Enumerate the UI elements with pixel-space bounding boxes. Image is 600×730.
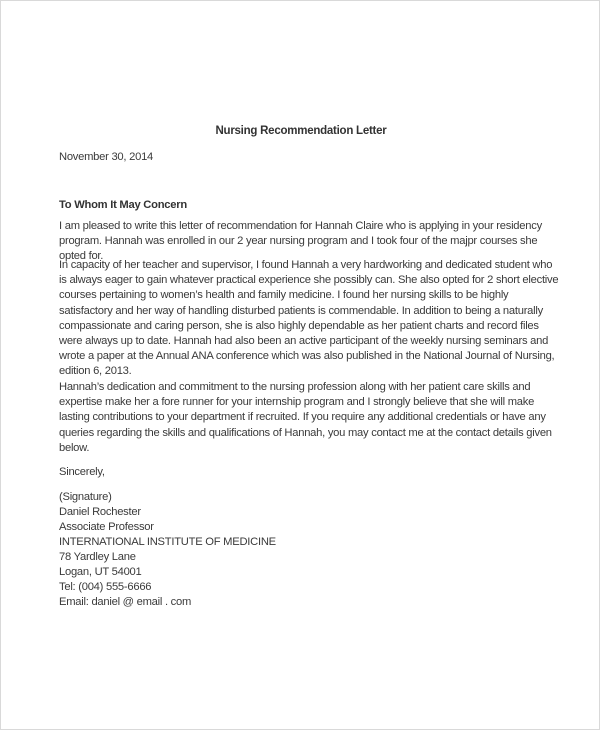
body-paragraph-3: Hannah’s dedication and commitment to the nursing profession along with her patient care skills and expertise make her a fore runner for your internship program and I strongly believe that she will make lasting contributions to your department if recruited. If you require any additional credentials or have any queries regarding the skills and qualifications of Hannah, you may contact me at the contact details given below. bbox=[59, 381, 552, 454]
signer-name: Daniel Rochester bbox=[59, 506, 141, 518]
letter-title: Nursing Recommendation Letter bbox=[215, 125, 387, 137]
address-line-2: Logan, UT 54001 bbox=[59, 566, 142, 578]
closing: Sincerely, bbox=[59, 466, 105, 478]
address-line-1: 78 Yardley Lane bbox=[59, 551, 136, 563]
letter-date: November 30, 2014 bbox=[59, 151, 154, 163]
signature-placeholder: (Signature) bbox=[59, 491, 112, 503]
body-paragraph-2: In capacity of her teacher and supervisor, I found Hannah a very hardworking and dedicated student who is always eager to gain whatever practical experience she possibly can. She also opted for 2 short elective courses pertaining to women’s health and family medicine. I found her nursing skills to be highly satisfactory and her way of handling disturbed patients is commendable. In addition to being a naturally compassionate and caring person, she is also highly dependable as her patient charts and record files were always up to date. Hannah had also been an active participant of the weekly nursing seminars and wrote a paper at the Annual ANA conference which was also published in the National Journal of Nursing, edition 6, 2013. bbox=[59, 259, 559, 378]
email: Email: daniel @ email . com bbox=[59, 596, 192, 608]
signature-block bbox=[59, 490, 276, 610]
signer-institution: INTERNATIONAL INSTITUTE OF MEDICINE bbox=[59, 536, 276, 548]
signer-position: Associate Professor bbox=[59, 521, 154, 533]
body-paragraph-1: I am pleased to write this letter of recommendation for Hannah Claire who is applying in your residency program. Hannah was enrolled in our 2 year nursing program and I took four of the majpr courses she opted for. bbox=[59, 220, 542, 263]
salutation: To Whom It May Concern bbox=[59, 199, 187, 211]
phone: Tel: (004) 555-6666 bbox=[59, 581, 152, 593]
